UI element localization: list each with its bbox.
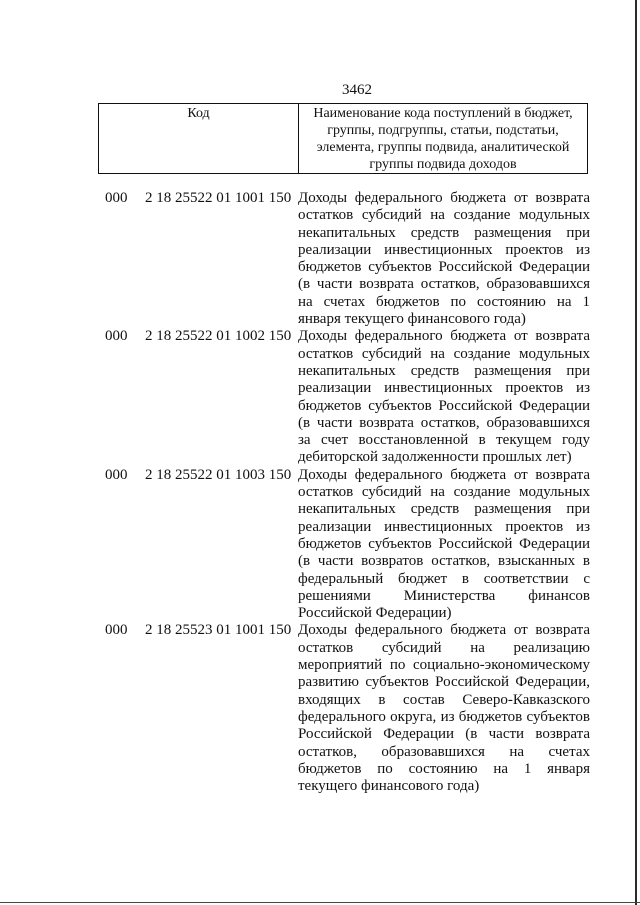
budget-code: 2 18 25522 01 1001 150 (145, 190, 292, 206)
table-row (105, 328, 590, 466)
row-description: Доходы федерального бюджета от возврата остатков субсидий на реализацию мероприятий по социально-экономическому развитию субъектов Российской Федерации, входящих в состав Северо-Кавказского федерального округа, из бюджетов субъектов Российской Федерации (в части возврата остатков, образовавшихся на счетах бюджетов по состоянию на 1 января текущего финансового года) (298, 622, 590, 795)
budget-code: 2 18 25522 01 1002 150 (145, 328, 292, 345)
budget-code: 2 18 25523 01 1001 150 (145, 622, 292, 639)
header-code-cell: Код (99, 104, 299, 174)
row-description: Доходы федерального бюджета от возврата остатков субсидий на создание модульных некапитальных средств размещения при реализации инвестиционных проектов из бюджетов субъектов Российской Федерации (в части возвратов остатков, взысканных в федеральный бюджет в соответствии с решениями Министерства финансов Российской Федерации) (298, 466, 590, 622)
table-row (105, 622, 590, 795)
entries-list (105, 190, 590, 795)
page-edge-bottom (0, 902, 640, 903)
header-table (98, 103, 588, 174)
page-number: 3462 (342, 82, 372, 98)
admin-code: 000 (105, 466, 128, 483)
budget-code: 2 18 25522 01 1003 150 (145, 466, 292, 483)
admin-code: 000 (105, 622, 128, 639)
row-description: Доходы федерального бюджета от возврата остатков субсидий на создание модульных некапитальных средств размещения при реализации инвестиционных проектов из бюджетов субъектов Российской Федерации (в части возврата остатков, образовавшихся за счет восстановленной в текущем году дебиторской задолженности прошлых лет) (298, 328, 590, 466)
admin-code: 000 (105, 190, 128, 206)
header-name-cell: Наименование кода поступлений в бюджет, группы, подгруппы, статьи, подстатьи, элемента, группы подвида, аналитической группы подвида доходов (299, 104, 588, 174)
row-description: Доходы федерального бюджета от возврата остатков субсидий на создание модульных некапитальных средств размещения при реализации инвестиционных проектов из бюджетов субъектов Российской Федерации (в части возврата остатков, образовавшихся на счетах бюджетов по состоянию на 1 января текущего финансового года) (298, 190, 590, 328)
table-row (105, 467, 590, 623)
admin-code: 000 (105, 328, 128, 345)
page-edge-right (635, 0, 637, 905)
table-row (105, 190, 590, 328)
